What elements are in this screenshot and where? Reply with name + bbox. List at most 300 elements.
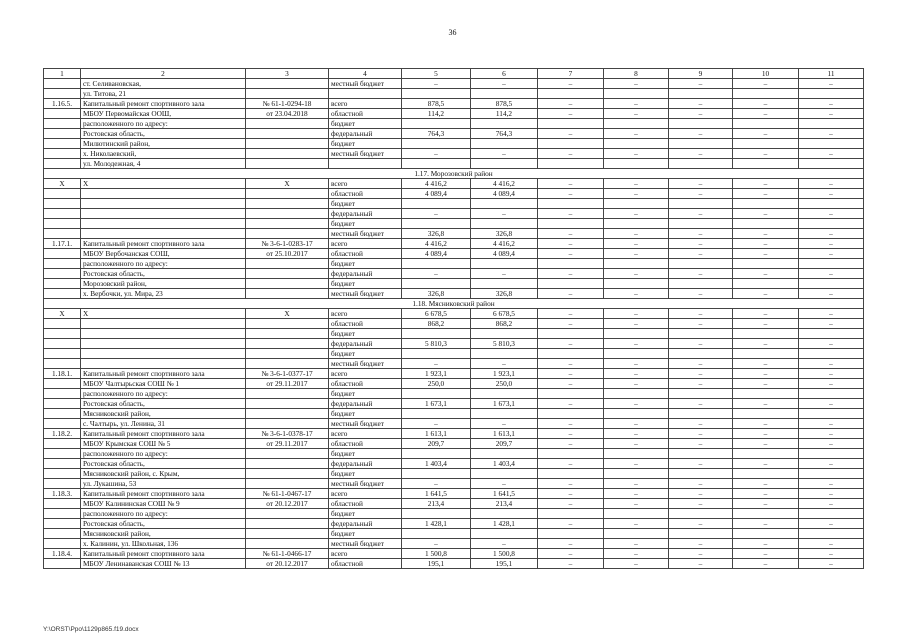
amount-cell: 326,8 bbox=[471, 289, 538, 299]
amount-cell: – bbox=[799, 429, 864, 439]
item-number-cell: 1.16.5. bbox=[44, 99, 81, 109]
amount-cell: – bbox=[538, 379, 604, 389]
amount-cell: – bbox=[538, 539, 604, 549]
table-row bbox=[44, 319, 864, 329]
funding-source-cell: бюджет bbox=[329, 199, 402, 209]
amount-cell: 209,7 bbox=[471, 439, 538, 449]
amount-cell: – bbox=[669, 519, 733, 529]
object-name-cell: МБОУ Первомайская ООШ, bbox=[81, 109, 246, 119]
object-name-cell: Ростовская область, bbox=[81, 459, 246, 469]
amount-cell: – bbox=[799, 489, 864, 499]
amount-cell: 4 416,2 bbox=[471, 179, 538, 189]
amount-cell: – bbox=[604, 429, 669, 439]
amount-cell: – bbox=[538, 149, 604, 159]
amount-cell: – bbox=[733, 99, 799, 109]
column-number-cell: 3 bbox=[246, 69, 329, 79]
table-row bbox=[44, 419, 864, 429]
amount-cell: 868,2 bbox=[471, 319, 538, 329]
amount-cell: – bbox=[799, 499, 864, 509]
amount-cell: – bbox=[538, 339, 604, 349]
amount-cell bbox=[471, 509, 538, 519]
amount-cell bbox=[733, 159, 799, 169]
amount-cell: – bbox=[402, 79, 471, 89]
amount-cell: 1 500,8 bbox=[402, 549, 471, 559]
amount-cell bbox=[538, 389, 604, 399]
section-title: 1.17. Морозовский район bbox=[44, 169, 864, 179]
table-row bbox=[44, 279, 864, 289]
object-name-cell: расположенного по адресу: bbox=[81, 259, 246, 269]
amount-cell: – bbox=[538, 109, 604, 119]
document-number-cell bbox=[246, 219, 329, 229]
amount-cell: – bbox=[733, 499, 799, 509]
object-name-cell: ул. Молодежная, 4 bbox=[81, 159, 246, 169]
object-name-cell: Капитальный ремонт спортивного зала bbox=[81, 429, 246, 439]
amount-cell: 4 089,4 bbox=[402, 249, 471, 259]
amount-cell: – bbox=[538, 269, 604, 279]
amount-cell: – bbox=[733, 439, 799, 449]
amount-cell: – bbox=[669, 399, 733, 409]
amount-cell: – bbox=[604, 359, 669, 369]
document-number-cell bbox=[246, 139, 329, 149]
amount-cell bbox=[669, 329, 733, 339]
amount-cell: – bbox=[669, 99, 733, 109]
amount-cell: – bbox=[538, 489, 604, 499]
funding-source-cell bbox=[329, 89, 402, 99]
table-row bbox=[44, 199, 864, 209]
amount-cell bbox=[471, 529, 538, 539]
amount-cell: – bbox=[538, 189, 604, 199]
object-name-cell bbox=[81, 209, 246, 219]
amount-cell bbox=[733, 349, 799, 359]
table-row bbox=[44, 149, 864, 159]
amount-cell: – bbox=[402, 209, 471, 219]
amount-cell: – bbox=[604, 559, 669, 569]
amount-cell: – bbox=[669, 369, 733, 379]
object-name-cell bbox=[81, 319, 246, 329]
amount-cell bbox=[733, 389, 799, 399]
object-name-cell: х. Калинин, ул. Школьная, 136 bbox=[81, 539, 246, 549]
amount-cell: – bbox=[604, 439, 669, 449]
amount-cell: – bbox=[402, 269, 471, 279]
amount-cell: – bbox=[471, 539, 538, 549]
amount-cell bbox=[669, 199, 733, 209]
table-row bbox=[44, 379, 864, 389]
amount-cell: 6 678,5 bbox=[402, 309, 471, 319]
amount-cell bbox=[471, 259, 538, 269]
amount-cell: – bbox=[733, 109, 799, 119]
amount-cell: – bbox=[538, 439, 604, 449]
amount-cell: 195,1 bbox=[402, 559, 471, 569]
item-number-cell bbox=[44, 559, 81, 569]
amount-cell: – bbox=[669, 189, 733, 199]
amount-cell: – bbox=[733, 149, 799, 159]
item-number-cell bbox=[44, 399, 81, 409]
table-row bbox=[44, 519, 864, 529]
object-name-cell: Х bbox=[81, 309, 246, 319]
amount-cell: – bbox=[669, 379, 733, 389]
funding-source-cell: федеральный bbox=[329, 339, 402, 349]
funding-source-cell: областной bbox=[329, 319, 402, 329]
item-number-cell bbox=[44, 219, 81, 229]
funding-source-cell: бюджет bbox=[329, 219, 402, 229]
amount-cell bbox=[669, 259, 733, 269]
amount-cell: – bbox=[538, 369, 604, 379]
amount-cell: – bbox=[604, 479, 669, 489]
amount-cell: – bbox=[604, 419, 669, 429]
column-number-cell: 1 bbox=[44, 69, 81, 79]
document-number-cell: Х bbox=[246, 309, 329, 319]
amount-cell: – bbox=[733, 79, 799, 89]
object-name-cell: Ростовская область, bbox=[81, 519, 246, 529]
document-number-cell: № 3-6-1-0378-17 bbox=[246, 429, 329, 439]
table-row bbox=[44, 489, 864, 499]
amount-cell: – bbox=[538, 229, 604, 239]
document-number-cell bbox=[246, 399, 329, 409]
amount-cell: – bbox=[733, 419, 799, 429]
amount-cell bbox=[604, 509, 669, 519]
funding-source-cell: местный бюджет bbox=[329, 149, 402, 159]
item-number-cell bbox=[44, 379, 81, 389]
amount-cell: – bbox=[538, 79, 604, 89]
amount-cell bbox=[669, 389, 733, 399]
funding-source-cell: местный бюджет bbox=[329, 289, 402, 299]
table-row bbox=[44, 499, 864, 509]
amount-cell: – bbox=[604, 179, 669, 189]
amount-cell bbox=[538, 449, 604, 459]
amount-cell: – bbox=[799, 99, 864, 109]
item-number-cell bbox=[44, 119, 81, 129]
amount-cell: 4 089,4 bbox=[471, 189, 538, 199]
amount-cell bbox=[733, 279, 799, 289]
amount-cell bbox=[471, 159, 538, 169]
item-number-cell bbox=[44, 329, 81, 339]
amount-cell bbox=[471, 389, 538, 399]
amount-cell: 4 416,2 bbox=[471, 239, 538, 249]
amount-cell: – bbox=[471, 79, 538, 89]
funding-source-cell: бюджет bbox=[329, 329, 402, 339]
amount-cell: – bbox=[799, 519, 864, 529]
object-name-cell: Мясниковский район, bbox=[81, 409, 246, 419]
amount-cell bbox=[402, 329, 471, 339]
amount-cell: 213,4 bbox=[471, 499, 538, 509]
document-number-cell bbox=[246, 389, 329, 399]
amount-cell: – bbox=[733, 479, 799, 489]
budget-table bbox=[43, 68, 864, 569]
amount-cell: – bbox=[669, 239, 733, 249]
document-number-cell bbox=[246, 519, 329, 529]
amount-cell: 1 641,5 bbox=[402, 489, 471, 499]
document-number-cell bbox=[246, 209, 329, 219]
amount-cell: – bbox=[604, 499, 669, 509]
amount-cell: – bbox=[799, 559, 864, 569]
object-name-cell: Капитальный ремонт спортивного зала bbox=[81, 549, 246, 559]
amount-cell: – bbox=[799, 459, 864, 469]
amount-cell: – bbox=[669, 309, 733, 319]
table-row bbox=[44, 259, 864, 269]
amount-cell bbox=[733, 469, 799, 479]
column-number-cell: 2 bbox=[81, 69, 246, 79]
item-number-cell bbox=[44, 159, 81, 169]
amount-cell: 114,2 bbox=[471, 109, 538, 119]
amount-cell bbox=[669, 449, 733, 459]
amount-cell bbox=[471, 329, 538, 339]
amount-cell bbox=[799, 199, 864, 209]
amount-cell: – bbox=[799, 319, 864, 329]
amount-cell bbox=[669, 509, 733, 519]
document-number-cell bbox=[246, 229, 329, 239]
amount-cell bbox=[799, 279, 864, 289]
table-row bbox=[44, 469, 864, 479]
amount-cell bbox=[538, 259, 604, 269]
document-number-cell bbox=[246, 359, 329, 369]
amount-cell: 213,4 bbox=[402, 499, 471, 509]
document-number-cell bbox=[246, 339, 329, 349]
document-number-cell bbox=[246, 269, 329, 279]
amount-cell: 250,0 bbox=[471, 379, 538, 389]
amount-cell: – bbox=[799, 369, 864, 379]
amount-cell: – bbox=[733, 189, 799, 199]
amount-cell bbox=[799, 509, 864, 519]
amount-cell bbox=[538, 409, 604, 419]
amount-cell: – bbox=[604, 209, 669, 219]
amount-cell: – bbox=[799, 549, 864, 559]
table-row bbox=[44, 459, 864, 469]
amount-cell bbox=[538, 509, 604, 519]
document-number-cell bbox=[246, 89, 329, 99]
amount-cell: – bbox=[604, 149, 669, 159]
amount-cell bbox=[799, 329, 864, 339]
amount-cell: 764,3 bbox=[402, 129, 471, 139]
amount-cell: – bbox=[604, 239, 669, 249]
amount-cell bbox=[402, 509, 471, 519]
amount-cell: – bbox=[669, 249, 733, 259]
funding-source-cell: областной bbox=[329, 379, 402, 389]
amount-cell: – bbox=[733, 269, 799, 279]
table-row bbox=[44, 409, 864, 419]
document-number-cell: № 3-6-1-0377-17 bbox=[246, 369, 329, 379]
amount-cell bbox=[604, 279, 669, 289]
amount-cell: 1 673,1 bbox=[471, 399, 538, 409]
amount-cell: – bbox=[538, 499, 604, 509]
table-row bbox=[44, 539, 864, 549]
item-number-cell bbox=[44, 289, 81, 299]
amount-cell: – bbox=[604, 269, 669, 279]
amount-cell bbox=[538, 329, 604, 339]
amount-cell bbox=[799, 409, 864, 419]
funding-source-cell: федеральный bbox=[329, 129, 402, 139]
amount-cell: – bbox=[733, 229, 799, 239]
amount-cell: 1 428,1 bbox=[402, 519, 471, 529]
funding-source-cell: бюджет bbox=[329, 409, 402, 419]
item-number-cell bbox=[44, 139, 81, 149]
amount-cell bbox=[538, 139, 604, 149]
amount-cell: 878,5 bbox=[402, 99, 471, 109]
funding-source-cell: всего bbox=[329, 239, 402, 249]
amount-cell bbox=[799, 159, 864, 169]
amount-cell: – bbox=[538, 319, 604, 329]
table-row bbox=[44, 159, 864, 169]
amount-cell: – bbox=[733, 129, 799, 139]
funding-source-cell: федеральный bbox=[329, 519, 402, 529]
funding-source-cell: областной bbox=[329, 499, 402, 509]
document-number-cell: № 61-1-0466-17 bbox=[246, 549, 329, 559]
object-name-cell: МБОУ Вербочанская СОШ, bbox=[81, 249, 246, 259]
amount-cell: – bbox=[799, 269, 864, 279]
object-name-cell bbox=[81, 219, 246, 229]
amount-cell: – bbox=[799, 189, 864, 199]
table-row bbox=[44, 339, 864, 349]
table-row bbox=[44, 529, 864, 539]
amount-cell: – bbox=[733, 359, 799, 369]
table-row bbox=[44, 99, 864, 109]
amount-cell bbox=[402, 219, 471, 229]
amount-cell: – bbox=[669, 479, 733, 489]
object-name-cell bbox=[81, 189, 246, 199]
amount-cell: – bbox=[733, 549, 799, 559]
amount-cell bbox=[604, 89, 669, 99]
amount-cell bbox=[402, 119, 471, 129]
amount-cell: – bbox=[733, 399, 799, 409]
amount-cell: – bbox=[538, 249, 604, 259]
table-row bbox=[44, 239, 864, 249]
object-name-cell: х. Николаевский, bbox=[81, 149, 246, 159]
column-number-cell: 11 bbox=[799, 69, 864, 79]
amount-cell bbox=[471, 279, 538, 289]
amount-cell bbox=[733, 509, 799, 519]
document-number-cell bbox=[246, 409, 329, 419]
document-number-cell bbox=[246, 129, 329, 139]
amount-cell: – bbox=[604, 459, 669, 469]
amount-cell bbox=[669, 279, 733, 289]
amount-cell bbox=[669, 469, 733, 479]
document-number-cell bbox=[246, 479, 329, 489]
object-name-cell: Ростовская область, bbox=[81, 399, 246, 409]
amount-cell: – bbox=[402, 419, 471, 429]
document-number-cell: от 29.11.2017 bbox=[246, 379, 329, 389]
amount-cell: 868,2 bbox=[402, 319, 471, 329]
funding-source-cell: федеральный bbox=[329, 209, 402, 219]
amount-cell: – bbox=[538, 239, 604, 249]
document-number-cell: Х bbox=[246, 179, 329, 189]
amount-cell: – bbox=[669, 229, 733, 239]
funding-source-cell: бюджет bbox=[329, 349, 402, 359]
amount-cell: – bbox=[538, 399, 604, 409]
item-number-cell bbox=[44, 419, 81, 429]
amount-cell: – bbox=[538, 479, 604, 489]
document-number-cell bbox=[246, 529, 329, 539]
funding-source-cell: бюджет bbox=[329, 449, 402, 459]
table-row bbox=[44, 449, 864, 459]
item-number-cell bbox=[44, 519, 81, 529]
object-name-cell: расположенного по адресу: bbox=[81, 119, 246, 129]
amount-cell bbox=[799, 139, 864, 149]
document-number-cell bbox=[246, 539, 329, 549]
object-name-cell: МБОУ Чалтырьская СОШ № 1 bbox=[81, 379, 246, 389]
item-number-cell bbox=[44, 209, 81, 219]
table-row bbox=[44, 249, 864, 259]
amount-cell: – bbox=[669, 439, 733, 449]
item-number-cell bbox=[44, 539, 81, 549]
amount-cell: 6 678,5 bbox=[471, 309, 538, 319]
document-number-cell bbox=[246, 469, 329, 479]
table-row bbox=[44, 359, 864, 369]
item-number-cell bbox=[44, 359, 81, 369]
amount-cell: – bbox=[733, 489, 799, 499]
funding-source-cell: местный бюджет bbox=[329, 419, 402, 429]
amount-cell: 5 810,3 bbox=[402, 339, 471, 349]
amount-cell: 326,8 bbox=[471, 229, 538, 239]
amount-cell: 764,3 bbox=[471, 129, 538, 139]
document-number-cell bbox=[246, 329, 329, 339]
amount-cell bbox=[799, 349, 864, 359]
funding-source-cell: всего bbox=[329, 429, 402, 439]
amount-cell: – bbox=[733, 429, 799, 439]
amount-cell bbox=[799, 119, 864, 129]
amount-cell: – bbox=[538, 129, 604, 139]
item-number-cell bbox=[44, 89, 81, 99]
object-name-cell: Капитальный ремонт спортивного зала bbox=[81, 369, 246, 379]
document-number-cell bbox=[246, 319, 329, 329]
amount-cell: – bbox=[538, 429, 604, 439]
amount-cell bbox=[733, 409, 799, 419]
amount-cell: – bbox=[538, 549, 604, 559]
amount-cell: – bbox=[733, 459, 799, 469]
amount-cell: 1 613,1 bbox=[402, 429, 471, 439]
table-row bbox=[44, 309, 864, 319]
amount-cell: – bbox=[669, 429, 733, 439]
amount-cell bbox=[604, 199, 669, 209]
amount-cell: – bbox=[604, 369, 669, 379]
amount-cell bbox=[402, 199, 471, 209]
amount-cell: – bbox=[669, 499, 733, 509]
amount-cell: – bbox=[538, 99, 604, 109]
amount-cell: – bbox=[538, 459, 604, 469]
document-number-cell bbox=[246, 349, 329, 359]
amount-cell bbox=[604, 139, 669, 149]
amount-cell bbox=[604, 409, 669, 419]
amount-cell: – bbox=[471, 479, 538, 489]
object-name-cell: Ростовская область, bbox=[81, 269, 246, 279]
item-number-cell bbox=[44, 389, 81, 399]
amount-cell bbox=[669, 349, 733, 359]
amount-cell: – bbox=[799, 289, 864, 299]
table-row bbox=[44, 89, 864, 99]
object-name-cell: Милютинский район, bbox=[81, 139, 246, 149]
table-row bbox=[44, 559, 864, 569]
amount-cell: – bbox=[733, 319, 799, 329]
amount-cell bbox=[604, 529, 669, 539]
amount-cell bbox=[402, 409, 471, 419]
document-number-cell: от 23.04.2018 bbox=[246, 109, 329, 119]
amount-cell: – bbox=[799, 149, 864, 159]
amount-cell bbox=[402, 159, 471, 169]
amount-cell bbox=[471, 89, 538, 99]
funding-source-cell: бюджет bbox=[329, 139, 402, 149]
document-number-cell bbox=[246, 419, 329, 429]
column-number-cell: 9 bbox=[669, 69, 733, 79]
funding-source-cell: бюджет bbox=[329, 389, 402, 399]
footer-file-path: Y:\ORST\Ppo\1129p865.f19.docx bbox=[43, 626, 139, 633]
amount-cell: – bbox=[471, 269, 538, 279]
table-row bbox=[44, 129, 864, 139]
amount-cell bbox=[538, 89, 604, 99]
object-name-cell bbox=[81, 339, 246, 349]
amount-cell bbox=[471, 219, 538, 229]
document-number-cell bbox=[246, 279, 329, 289]
amount-cell: 209,7 bbox=[402, 439, 471, 449]
amount-cell: – bbox=[799, 399, 864, 409]
table-row bbox=[44, 389, 864, 399]
